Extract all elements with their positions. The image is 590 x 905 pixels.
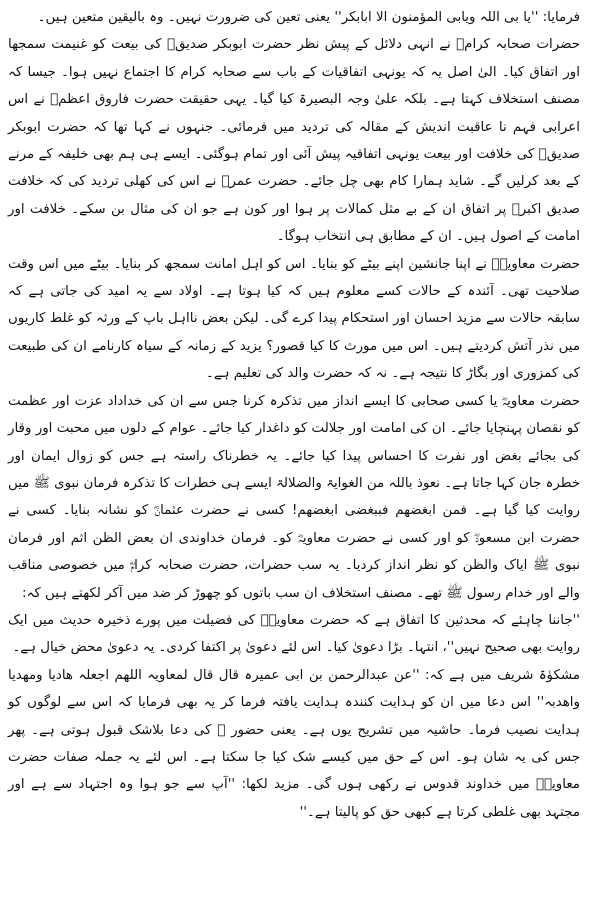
paragraph-3: حضرت معاویہؓ نے اپنا جانشین اپنے بیٹے کو بنایا۔ اس کو اہل امانت سمجھ کر بنایا۔ بیٹے میں اس وقت صلاحیت تھی۔ آئندہ کے حالات کسے معلوم ہیں کہ کیا ہوتا ہے۔ اولاد سے یہ امید کی جاتی ہے کہ سابقہ حالات سے مزید احسان اور استحکام پیدا کرے گی۔ لیکن بعض نااہل باپ کے ورثہ کو غلط کاریوں میں نذر آتش کردیتے ہیں۔ اس میں مورث کا کیا قصور؟ یزید کے زمانہ کے سیاہ کارنامے ان کی طبیعت کی کمزوری اور بگاڑ کا نتیجہ ہے۔ نہ کہ حضرت والد کی تعلیم ہے۔ — [8, 256, 580, 382]
document-page — [8, 4, 580, 901]
paragraph-6: مشکوٰۃ شریف میں ہے کہ: ''عن عبدالرحمن بن ابی عمیرہ قال قال لمعاویہ اللھم اجعلہ ھادیا ومھدیا واھدبہ'' اس دعا میں ان کو ہدایت کنندہ ہدایت یافتہ فرما کر یہ بھی فرمایا کہ اس سے لوگوں کو ہدایت نصیب فرما۔ حاشیہ میں تشریح یوں ہے۔ یعنی حضور ﷺ کی دعا بلاشک قبول ہوتی ہے۔ پھر جس کی یہ شان ہو۔ اس کے حق میں کیسے شک کیا جا سکتا ہے۔ اس لئے یہ جملہ صفات حضرت معاویہؓ میں خداوند قدوس نے رکھی ہوں گی۔ مزید لکھا: ''آپ سے جو ہوا وہ اجتہاد سے ہے اور مجتہد بھی غلطی کرتا ہے کبھی حق کو پالیتا ہے۔'' — [8, 667, 580, 820]
paragraph-5: ''جاننا چاہئے کہ محدثین کا اتفاق ہے کہ حضرت معاویہؓ کی فضیلت میں پورے ذخیرہ حدیث میں ایک روایت بھی صحیح نہیں''، انتہا۔ بڑا دعویٰ کیا۔ اس لئے دعویٰ پر اکتفا کردی۔ یہ دعویٰ محض خیال ہے۔ — [8, 612, 580, 656]
paragraph-4: حضرت معاویہؓ یا کسی صحابی کا ایسے انداز میں تذکرہ کرنا جس سے ان کی خداداد عزت اور عظمت کو نقصان پہنچایا جائے۔ ان کی امامت اور جلالت کو داغدار کیا جائے۔ عوام کے دلوں میں محبت اور وقار کی بجائے بغض اور نفرت کا احساس پیدا کیا جائے۔ یہ خطرناک راستہ ہے جس کو زوال ایمان اور خطرہ جان کہا جاتا ہے۔ نعوذ باللہ من الغوایۃ والضلالۃ ایسے ہی خطرات کا تذکرہ فرمان نبوی ﷺ میں روایت کیا گیا ہے۔ فمن ابغضھم فببغضی ابغضھم! کسی نے حضرت عثمانؓ کو نشانہ بنایا۔ کسی نے حضرت ابن مسعودؓ کو اور کسی نے حضرت معاویہؓ کو۔ فرمان خداوندی ان بعض الظن اثم اور فرمان نبوی ﷺ ایاک والظن کو نظر انداز کردیا۔ یہ سب حضرات، حضرت صحابہ کرامؓ میں خصوصی مناقب والے اور خدام رسول ﷺ تھے۔ مصنف استخلاف ان سب باتوں کو چھوڑ کر ضد میں آکر لکھتے ہیں کہ: — [8, 393, 580, 601]
paragraph-1: فرمایا: ''یا بی اللہ ویابی المؤمنون الا ابابکر'' یعنی تعین کی ضرورت نہیں۔ وہ بالیقین متعین ہیں۔ — [37, 10, 580, 25]
paragraph-2: حضرات صحابہ کرامؓ نے انہی دلائل کے پیش نظر حضرت ابوبکر صدیقؓ کی بیعت کو غنیمت سمجھا اور اتفاق کیا۔ الیٰ اصل یہ کہ یونہی اتفاقیات کے باب سے صحابہ کرام کا اجتماع نہیں ہوا۔ جیسا کہ مصنف استخلاف کہتا ہے۔ بلکہ علیٰ وجہ البصیرۃ کیا گیا۔ یہی حقیقت حضرت فاروق اعظمؓ نے اس اعرابی فہم نا عاقبت اندیش کے مقالہ کی تردید میں فرمائی۔ جنہوں نے کہا تھا کہ حضرت ابوبکر صدیقؓ کی خلافت اور بیعت یونہی اتفاقیہ پیش آئی اور تمام ہوگئی۔ ایسے ہی ہم بھی خلیفہ کے مرنے کے بعد کرلیں گے۔ شاید ہمارا کام بھی چل جائے۔ حضرت عمرؓ نے اس کی کھلی تردید کی کہ خلافت صدیق اکبرؓ پر اتفاق ان کے بے مثل کمالات پر ہوا اور کون ہے جو ان کی مثال بن سکے۔ خلافت اور امامت کے اصول ہیں۔ ان کے مطابق ہی انتخاب ہوگا۔ — [8, 37, 580, 245]
